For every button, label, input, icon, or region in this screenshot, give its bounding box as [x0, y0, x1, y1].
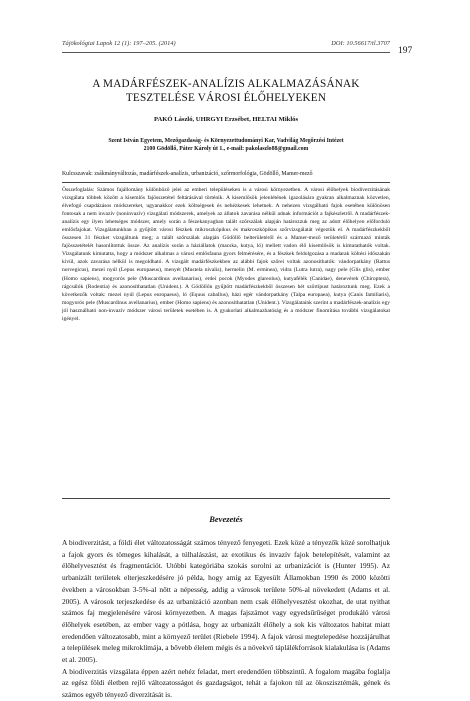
body-paragraph: A biodiverzitás vizsgálata éppen azért nehéz feladat, mert eredendően többszintű. A fogalom magába foglalja az egész földi életben rejlő változatosságot és gazdagságot, tehát a fajokon túl az ökoszisztémák, gének és számos egyéb tényező diverzitását is. [62, 666, 390, 700]
running-header [62, 40, 390, 52]
article-title [62, 77, 390, 105]
affiliation-line-2: 2100 Gödöllő, Páter Károly út 1., e-mail: pakolaszlo88@gmail.com [143, 146, 309, 153]
body-text [62, 537, 390, 701]
keywords-rule [62, 182, 390, 183]
journal-citation: Tájökológiai Lapok 12 (1): 197–205. (2014) [62, 40, 176, 47]
section-heading: Bevezetés [209, 514, 243, 524]
authors: PAKÓ László, UHRGYI Erzsébet, HELTAI Miklós [153, 116, 299, 123]
affiliation [62, 137, 390, 153]
title-line-2: TESZTELÉSE VÁROSI ÉLŐHELYEKEN [125, 92, 327, 104]
doi: DOI: 10.56617/tl.3707 [331, 40, 390, 47]
page-number: 197 [398, 46, 413, 56]
affiliation-line-1: Szent István Egyetem, Mezőgazdaság- és Környezettudományi Kar, Vadvilág Megőrzési Intézet [108, 138, 344, 144]
keywords: Kulcsszavak: zsákmányváltozás, madárfészek-analízis, urbanizáció, szőrmorfológia, Gödöllő, Mamer-mező [62, 171, 313, 177]
header-rule [62, 52, 390, 53]
title-line-1: A MADÁRFÉSZEK-ANALÍZIS ALKALMAZÁSÁNAK [92, 78, 360, 90]
abstract-rule [62, 498, 390, 499]
body-paragraph: A biodiverzitást, a földi élet változatosságát számos tényező fenyegeti. Ezek közé a tényezők közé sorolhatjuk a fajok gyors és tömeges kihalását, a túlhalászást, az exotikus és invazív fajok betelepítését, valamint az élőhelyvesztést és fragmentációt. Utóbbi kategóriába szokás sorolni az urbanizációt is (Hunter 1995). Az urbanizált területek elterjeszkedésére jó példa, hogy amíg az Egyesült Államokban 1990 és 2000 közötti években a városokban 3-5%-al nőtt a népesség, addig a városok területe 50%-al növekedett (Adams et al. 2005). A városok terjeszkedése és az urbanizáció azonban nem csak élőhelyvesztést okozhat, de utat nyithat számos faj megjelenésére városi környezetben. A magas fajszámot vagy egyedsűrűséget produkáló városi élőhelyek esetében, az ember vagy a pótlása, hogy az urbanizált élőhely a sok kis változatos habitat miatt eredendően változatosabb, mint a környező terület (Riebele 1994). A fajok városi megtelepedése hozzájárulhat a települések meleg mikroklímája, a bővebb élelem mégis és a növekvő táplálékforrások kialakulása is (Adams et al. 2005). [62, 538, 390, 665]
abstract: Összefoglalás: Számos fajállomány különböző jelei az emberi településeken is a városi környezetben. A városi élőhelyek biodiverzitásának vizsgálata többek között a kisemlős fajösszetétel feltárásával történik. A kisemlősök jelenlétének igazolására gyakran alkalmaznak közvetlen, élvefogó csapdázásos módszereket, ugyanakkor ezek költségesek és nehézkesek lehetnek. A nehezen vizsgálható fajok esetében különösen fontosak a nem invazív (noninvazív) vizsgálati módszerek, amelyek az állatok zavarása nélkül adnak információt a fajkészletről. A madárfészek-analízis egy ilyen lehetséges módszer, amely során a fészekanyagban talált szőrszálak alapján határozzuk meg az adott élőhelyen előforduló emlősfajokat. Vizsgálatunkban a gyűjtött városi fészkek mikroszkópikus és makroszkópikus szőrvizsgálatát végeztük el. A madárfészkekből összesen 31 fészket vizsgáltunk meg; a talált szőrszálak alapján Gödöllő belterületéről és a Mamer-mező területéről származó minták fajösszetételét hasonlítottuk össze. Az analízis során a háziállatok (macska, kutya, ló) mellett vadon élő kisemlősök is kimutathatók voltak. Vizsgálatunk kimutatta, hogy a módszer alkalmas a városi emlősfauna gyors felmérésére, és a fészkek feldolgozása a madarak költési időszakán kívül, azok zavarása nélkül is megoldható. A vizsgált madárfészkekben az alábbi fajok szőrei voltak azonosíthatók: vándorpatkány (Rattus norvegicus), mezei nyúl (Lepus europaeus), menyét (Mustela nivalis), hermelin (M. erminea), vidra (Lutra lutra), nagy pele (Glis glis), ember (Homo sapiens), mogyorós pele (Muscardinus avellanarius), erdei pocok (Myodes glareolus), kutyafélék (Canidae), denevérek (Chiroptera), rágcsálók (Rodentia) és azonosíthatatlan (Unident.). A Gödöllőn gyűjtött madárfészkekből összesen hét szőrtípust határoztunk meg. Ezek a következők voltak: mezei nyúl (Lepus europaeus), ló (Equus caballus), házi egér vándorpatkány (Talpa europaea), kutya (Canis familiaris), mogyorós pele (Muscardinus avellanarius), ember (Homo sapiens) és azonosíthatatlan (Unident.). Vizsgálataink szerint a madárfészek-analízis egy jól használható non-invazív módszer városi területek esetében is. A gyakorlati alkalmazhatóság és a módszer finomítása további vizsgálatokat igényel. [62, 187, 390, 322]
